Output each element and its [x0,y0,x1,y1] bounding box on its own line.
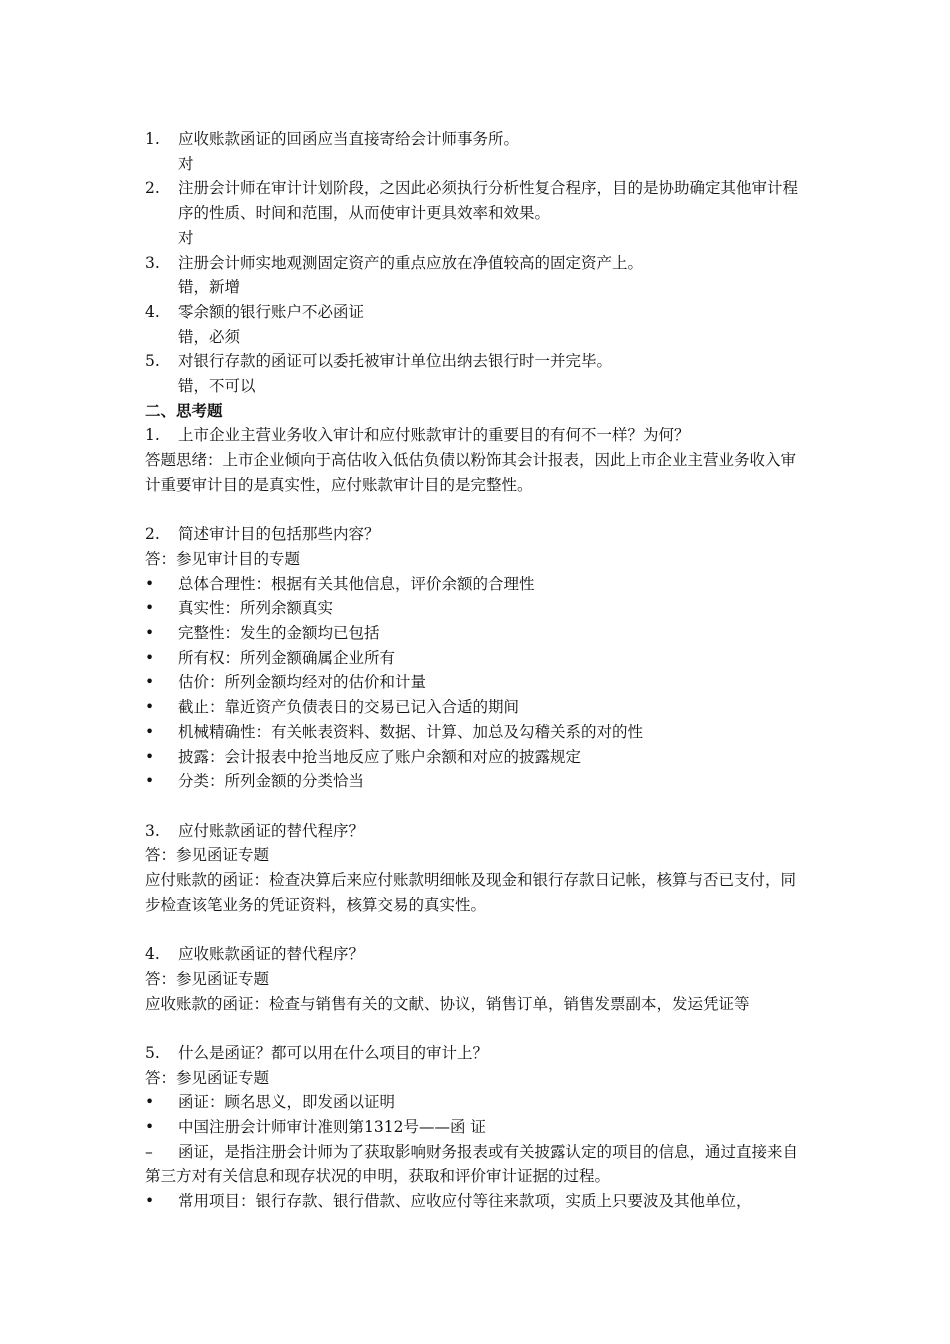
bullet-icon: • [145,772,155,791]
bullet-icon: • [145,1192,155,1211]
bullet-text: 函证：顾名思义，即发函以证明 [178,1093,396,1112]
bullet-icon: • [145,1093,155,1112]
tf-item-5 [145,349,810,374]
question-number: 2. [145,525,160,544]
bullet-text: 截止：靠近资产负债表日的交易已记入合适的期间 [178,698,520,717]
answer-text: 答题思绪：上市企业倾向于高估收入低估负债以粉饰其会计报表，因此上市企业主营业务收入审计重要审计目的是真实性，应付账款审计目的是完整性。 [145,451,797,494]
blank-line [145,498,810,523]
item-number: 1. [145,130,160,148]
bullet-item [145,621,810,646]
bullet-item [145,720,810,745]
bullet-item [145,670,810,695]
item-answer: 错，新增 [178,278,241,297]
tf-item-3 [145,251,810,276]
document-body [145,127,810,1214]
bullet-text: 估价：所列金额均经对的估价和计量 [178,673,427,692]
item-text: 应收账款函证的回函应当直接寄给会计师事务所。 [178,130,520,148]
tf-item-2 [145,176,810,225]
bullet-icon: • [145,624,155,643]
item-number: 5. [145,352,160,371]
bullet-icon: • [145,1118,155,1137]
tf-item-1 [145,127,810,152]
answer-text: 答：参见函证专题 [145,1068,270,1087]
answer-text: 答：参见审计目的专题 [145,549,301,568]
question-4 [145,942,810,967]
question-text: 什么是函证？都可以用在什么项目的审计上？ [178,1043,489,1062]
answer-text: 答：参见函证专题 [145,969,270,988]
dash-item [145,1140,810,1189]
item-answer: 错，不可以 [178,377,256,396]
question-2 [145,522,810,547]
blank-line [145,917,810,942]
bullet-text: 机械精确性：有关帐表资料、数据、计算、加总及勾稽关系的对的性 [178,722,644,741]
bullet-icon: • [145,673,155,692]
bullet-item [145,1115,810,1140]
question-3 [145,819,810,844]
bullet-item [145,695,810,720]
question-text: 应收账款函证的替代程序？ [178,945,365,964]
bullet-text: 中国注册会计师审计准则第1312号——函 证 [178,1118,486,1137]
bullet-text: 真实性：所列余额真实 [178,599,334,618]
blank-line [145,794,810,819]
bullet-text: 总体合理性：根据有关其他信息，评价余额的合理性 [178,574,535,593]
question-text: 简述审计目的包括那些内容？ [178,525,380,544]
bullet-item [145,572,810,597]
answer-text: 答：参见函证专题 [145,846,270,865]
bullet-text: 完整性：发生的金额均已包括 [178,624,380,643]
question-number: 5. [145,1043,160,1062]
item-number: 3. [145,253,160,272]
bullet-icon: • [145,722,155,741]
bullet-text: 所有权：所列金额确属企业所有 [178,648,396,667]
item-number: 2. [145,179,160,198]
bullet-text: 披露：会计报表中抢当地反应了账户余额和对应的披露规定 [178,747,582,766]
question-number: 4. [145,945,160,964]
answer-detail: 应收账款的函证：检查与销售有关的文献、协议，销售订单，销售发票副本，发运凭证等 [145,994,750,1013]
bullet-icon: • [145,599,155,618]
bullet-icon: • [145,698,155,717]
item-text: 零余额的银行账户不必函证 [178,302,365,321]
section-heading: 二、思考题 [145,400,223,420]
bullet-text: 常用项目：银行存款、银行借款、应收应付等往来款项，实质上只要波及其他单位， [178,1192,752,1211]
item-text: 注册会计师在审计计划阶段，之因此必须执行分析性复合程序，目的是协助确定其他审计程序的性质、时间和范围，从而使审计更具效率和效果。 [178,179,799,223]
bullet-item [145,646,810,671]
question-5 [145,1041,810,1066]
question-1 [145,423,810,448]
bullet-item [145,745,810,770]
question-text: 上市企业主营业务收入审计和应付账款审计的重要目的有何不一样？为何？ [178,426,690,445]
bullet-text: 分类：所列金额的分类恰当 [178,772,365,791]
item-answer: 对 [178,228,194,247]
bullet-icon: • [145,574,155,593]
dash-icon: – [145,1142,153,1161]
blank-line [145,1016,810,1041]
item-text: 注册会计师实地观测固定资产的重点应放在净值较高的固定资产上。 [178,253,644,272]
bullet-icon: • [145,648,155,667]
bullet-item [145,1090,810,1115]
bullet-icon: • [145,747,155,766]
tf-item-4 [145,300,810,325]
dash-text: 函证，是指注册会计师为了获取影响财务报表或有关披露认定的项目的信息，通过直接来自第三方对有关信息和现存状况的申明，获取和评价审计证据的过程。 [145,1142,799,1186]
bullet-item [145,1189,810,1214]
bullet-item [145,596,810,621]
question-text: 应付账款函证的替代程序？ [178,821,365,840]
bullet-item [145,769,810,794]
item-text: 对银行存款的函证可以委托被审计单位出纳去银行时一并完毕。 [178,352,613,371]
item-answer: 对 [178,154,194,173]
item-answer: 错，必须 [178,327,241,346]
item-number: 4. [145,302,160,321]
question-number: 1. [145,426,160,445]
answer-detail: 应付账款的函证：检查决算后来应付账款明细帐及现金和银行存款日记帐，核算与否已支付，同步检查该笔业务的凭证资料，核算交易的真实性。 [145,871,797,914]
question-number: 3. [145,821,160,840]
